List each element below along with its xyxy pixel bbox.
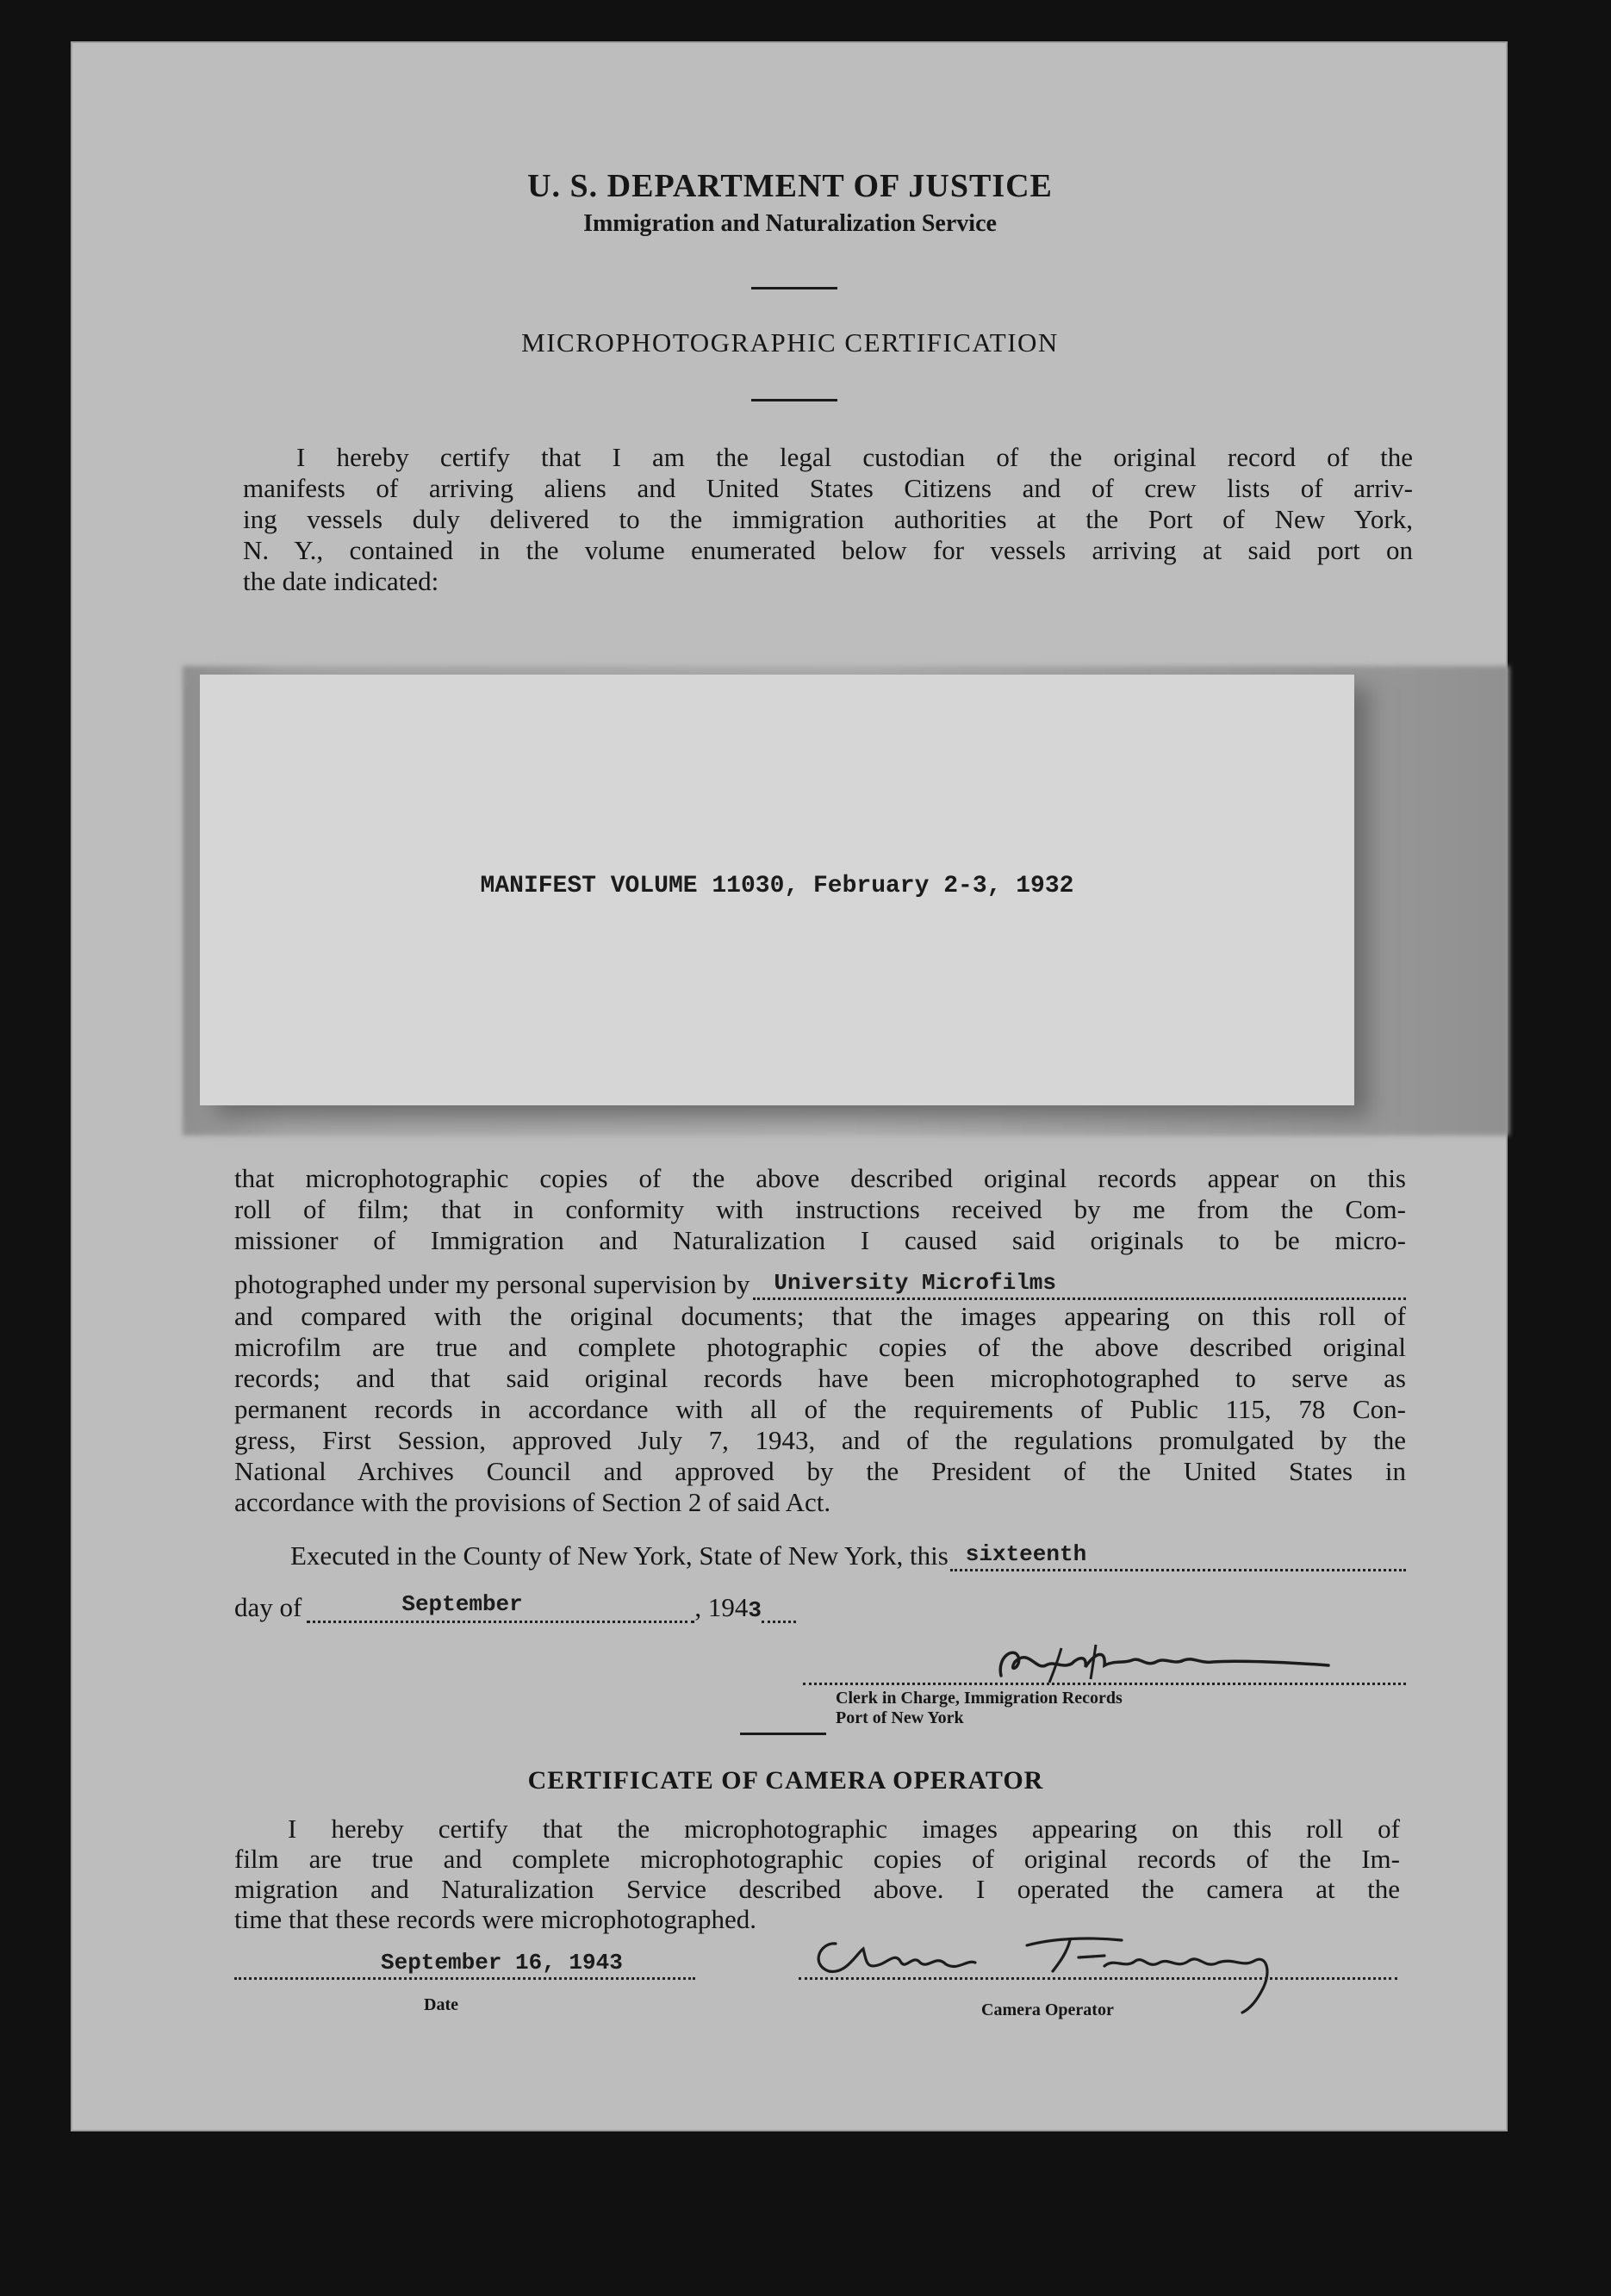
certificate-page (71, 41, 1508, 2131)
clerk-title (836, 1689, 1123, 1728)
operator-line: I hereby certify that the microphotographic images appearing on this roll of (288, 1814, 1400, 1844)
operator-line: time that these records were microphotographed. (234, 1904, 756, 1934)
body-line: microfilm are true and complete photographic copies of the above described original (234, 1332, 1406, 1362)
intro-line: I hereby certify that I am the legal custodian of the original record of the (296, 442, 1413, 472)
month-value: September (401, 1591, 523, 1617)
supervision-value: University Microfilms (774, 1270, 1057, 1296)
year-digit: 3 (748, 1597, 762, 1623)
header-divider-top (751, 287, 837, 289)
camera-operator-label: Camera Operator (981, 2000, 1114, 2019)
day-fill-line (950, 1543, 1406, 1571)
body-paragraph-a (234, 1163, 1406, 1256)
executed-prefix: Executed in the County of New York, State of New York, this (290, 1540, 949, 1571)
service-subtitle: Immigration and Naturalization Service (583, 210, 997, 237)
body-line: gress, First Session, approved July 7, 1943, and of the regulations promulgated by the (234, 1425, 1406, 1455)
executed-line (290, 1540, 1406, 1571)
body-paragraph-b (234, 1301, 1406, 1518)
day-value: sixteenth (965, 1541, 1087, 1567)
header-divider-bottom (751, 399, 837, 401)
clerk-signature-line (803, 1648, 1406, 1685)
date-label: Date (424, 1995, 458, 2014)
date-value: September 16, 1943 (381, 1950, 623, 1976)
certification-title: MICROPHOTOGRAPHIC CERTIFICATION (521, 327, 1059, 358)
body-line: and compared with the original documents; that the images appearing on this roll of (234, 1301, 1406, 1331)
operator-paragraph (234, 1814, 1400, 1934)
year-prefix: , 194 (694, 1592, 749, 1622)
manifest-volume-text: MANIFEST VOLUME 11030, February 2-3, 1932 (480, 873, 1074, 899)
body-line: permanent records in accordance with all of the requirements of Public 115, 78 Con- (234, 1394, 1406, 1424)
operator-heading: CERTIFICATE OF CAMERA OPERATOR (527, 1766, 1044, 1795)
month-fill-line (307, 1591, 694, 1623)
day-of-line (234, 1592, 796, 1623)
body-line: missioner of Immigration and Naturalization I caused said originals to be micro- (234, 1225, 1406, 1255)
body-line: National Archives Council and approved by the President of the United States in (234, 1456, 1406, 1486)
section-divider (740, 1733, 826, 1735)
date-field (234, 1948, 695, 1982)
operator-line: migration and Naturalization Service described above. I operated the camera at the (234, 1874, 1400, 1904)
clerk-title-line: Clerk in Charge, Immigration Records (836, 1689, 1123, 1708)
body-line: accordance with the provisions of Section 2 of said Act. (234, 1487, 831, 1517)
body-line: that microphotographic copies of the above described original records appear on this (234, 1163, 1406, 1193)
intro-line: manifests of arriving aliens and United States Citizens and of crew lists of arriv- (243, 473, 1413, 503)
operator-line: film are true and complete microphotographic copies of original records of the Im- (234, 1844, 1400, 1874)
supervision-line (234, 1269, 1406, 1300)
intro-line: ing vessels duly delivered to the immigration authorities at the Port of New York, (243, 504, 1413, 534)
intro-paragraph (243, 442, 1413, 597)
body-line: roll of film; that in conformity with instructions received by me from the Com- (234, 1194, 1406, 1224)
intro-line: the date indicated: (243, 566, 439, 596)
body-line: records; and that said original records have been microphotographed to serve as (234, 1363, 1406, 1393)
supervision-prefix: photographed under my personal supervision by (234, 1269, 750, 1299)
department-title: U. S. DEPARTMENT OF JUSTICE (527, 168, 1053, 204)
day-of-label: day of (234, 1592, 302, 1622)
clerk-title-line: Port of New York (836, 1708, 964, 1727)
volume-slip (200, 675, 1354, 1105)
year-fill-line (762, 1595, 796, 1623)
supervision-fill-line (753, 1272, 1406, 1300)
camera-operator-signature-line (799, 1948, 1397, 1980)
intro-line: N. Y., contained in the volume enumerated below for vessels arriving at said port on (243, 535, 1413, 565)
